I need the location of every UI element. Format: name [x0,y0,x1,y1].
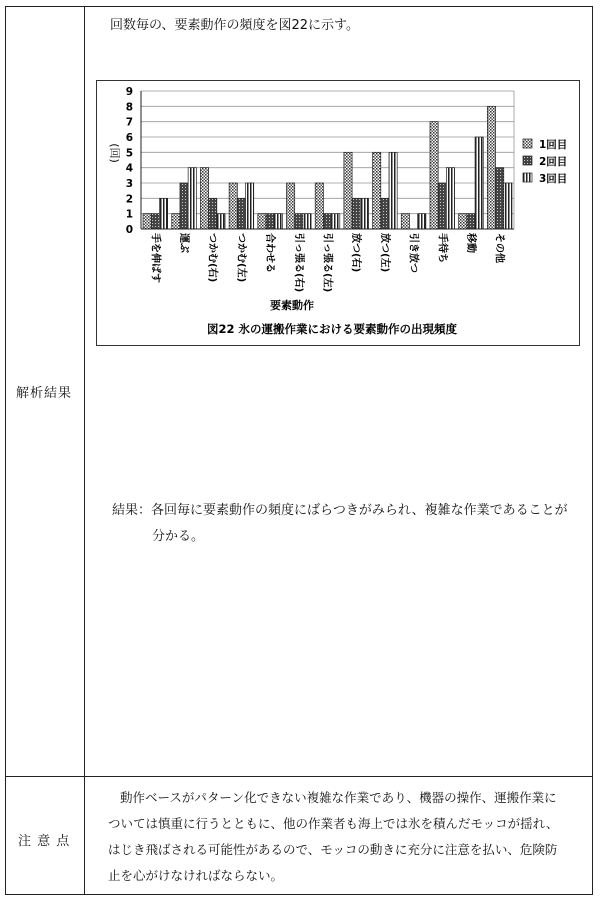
y-axis-label: (回) [108,143,121,163]
bar [352,198,360,229]
bar [200,168,208,229]
bar [237,198,245,229]
y-tick-label: 9 [125,86,133,98]
bar [401,214,409,229]
bar [504,183,512,229]
analysis-section-label: 解析結果 [16,386,73,401]
legend-label: 2回目 [539,156,568,168]
y-tick-label: 0 [125,224,133,236]
chart-title: 図22 氷の運搬作業における要素動作の出現頻度 [206,322,458,336]
notes-section-label: 注 意 点 [18,834,71,849]
bar [151,214,159,229]
notes-line-3: はじき飛ばされる可能性があるので、モッコの動きに充分に注意を払い、危険防 [108,842,558,857]
bar [159,198,167,229]
x-tick-label: つかむ(左) [235,233,247,283]
x-tick-label: 移動 [464,233,476,253]
y-tick-label: 1 [125,208,133,221]
x-tick-label: 引っ張る(左) [321,233,333,293]
bar [246,183,254,229]
bar-chart [97,81,581,347]
bar [381,198,389,229]
x-tick-label: その他 [493,233,505,263]
chart-box [96,80,580,346]
x-tick-label: 引き放つ [407,233,419,273]
x-tick-label: 引っ張る(右) [292,233,304,293]
y-tick-label: 3 [125,178,133,190]
result-text-2: 分かる。 [152,529,205,544]
bar [389,152,397,229]
bar [475,137,483,229]
bar [373,152,381,229]
bar [287,183,295,229]
result-block [112,498,582,550]
legend-swatch [523,139,532,148]
x-tick-label: 合わせる [264,233,276,273]
legend-label: 1回目 [539,139,568,151]
y-tick-label: 2 [125,193,133,206]
bar [229,183,237,229]
y-tick-label: 5 [125,147,133,160]
column-divider [84,6,85,895]
bar [180,183,188,229]
bar [274,214,282,229]
bar [344,152,352,229]
y-tick-label: 6 [125,132,133,144]
bar [446,168,454,229]
bar [430,122,438,229]
result-label: 結果： [112,503,152,518]
bar [217,214,225,229]
bar [332,214,340,229]
legend-swatch [523,173,532,182]
bar [418,214,426,229]
bar [209,198,217,229]
bar [303,214,311,229]
bar [459,214,467,229]
y-tick-label: 4 [125,162,133,175]
bar [438,183,446,229]
notes-block [108,785,584,889]
x-tick-label: 手待ち [436,233,448,263]
bar [315,183,323,229]
x-axis-label: 要素動作 [270,299,314,312]
bar [172,214,180,229]
bar [143,214,151,229]
x-tick-label: つかむ(右) [206,233,218,283]
bar [258,214,266,229]
y-tick-label: 7 [125,116,133,129]
x-tick-label: 運ぶ [178,233,190,253]
bar [188,168,196,229]
notes-line-2: ついては慎重に行うとともに、他の作業者も海上では氷を積んだモッコが揺れ、 [108,816,559,831]
legend-label: 3回目 [539,173,568,185]
bar [496,168,504,229]
bar [360,198,368,229]
bar [266,214,274,229]
bar [295,214,303,229]
notes-line-4: 止を心がけなければならない。 [108,868,284,883]
x-tick-label: 手を伸ばす [149,233,161,283]
row-divider [5,776,593,777]
bar [487,106,495,229]
legend-swatch [523,156,532,165]
result-text-1: 各回毎に要素動作の頻度にばらつきがみられ、複雑な作業であることが [151,503,568,518]
x-tick-label: 放つ(右) [350,233,362,273]
bar [467,214,475,229]
notes-line-1: 動作ベースがパターン化できない複雑な作業であり、機器の操作、運搬作業に [120,790,557,805]
bar [323,214,331,229]
x-tick-label: 放つ(左) [378,233,390,273]
intro-text: 回数毎の、要素動作の頻度を図22に示す。 [110,18,359,33]
y-tick-label: 8 [125,101,133,114]
